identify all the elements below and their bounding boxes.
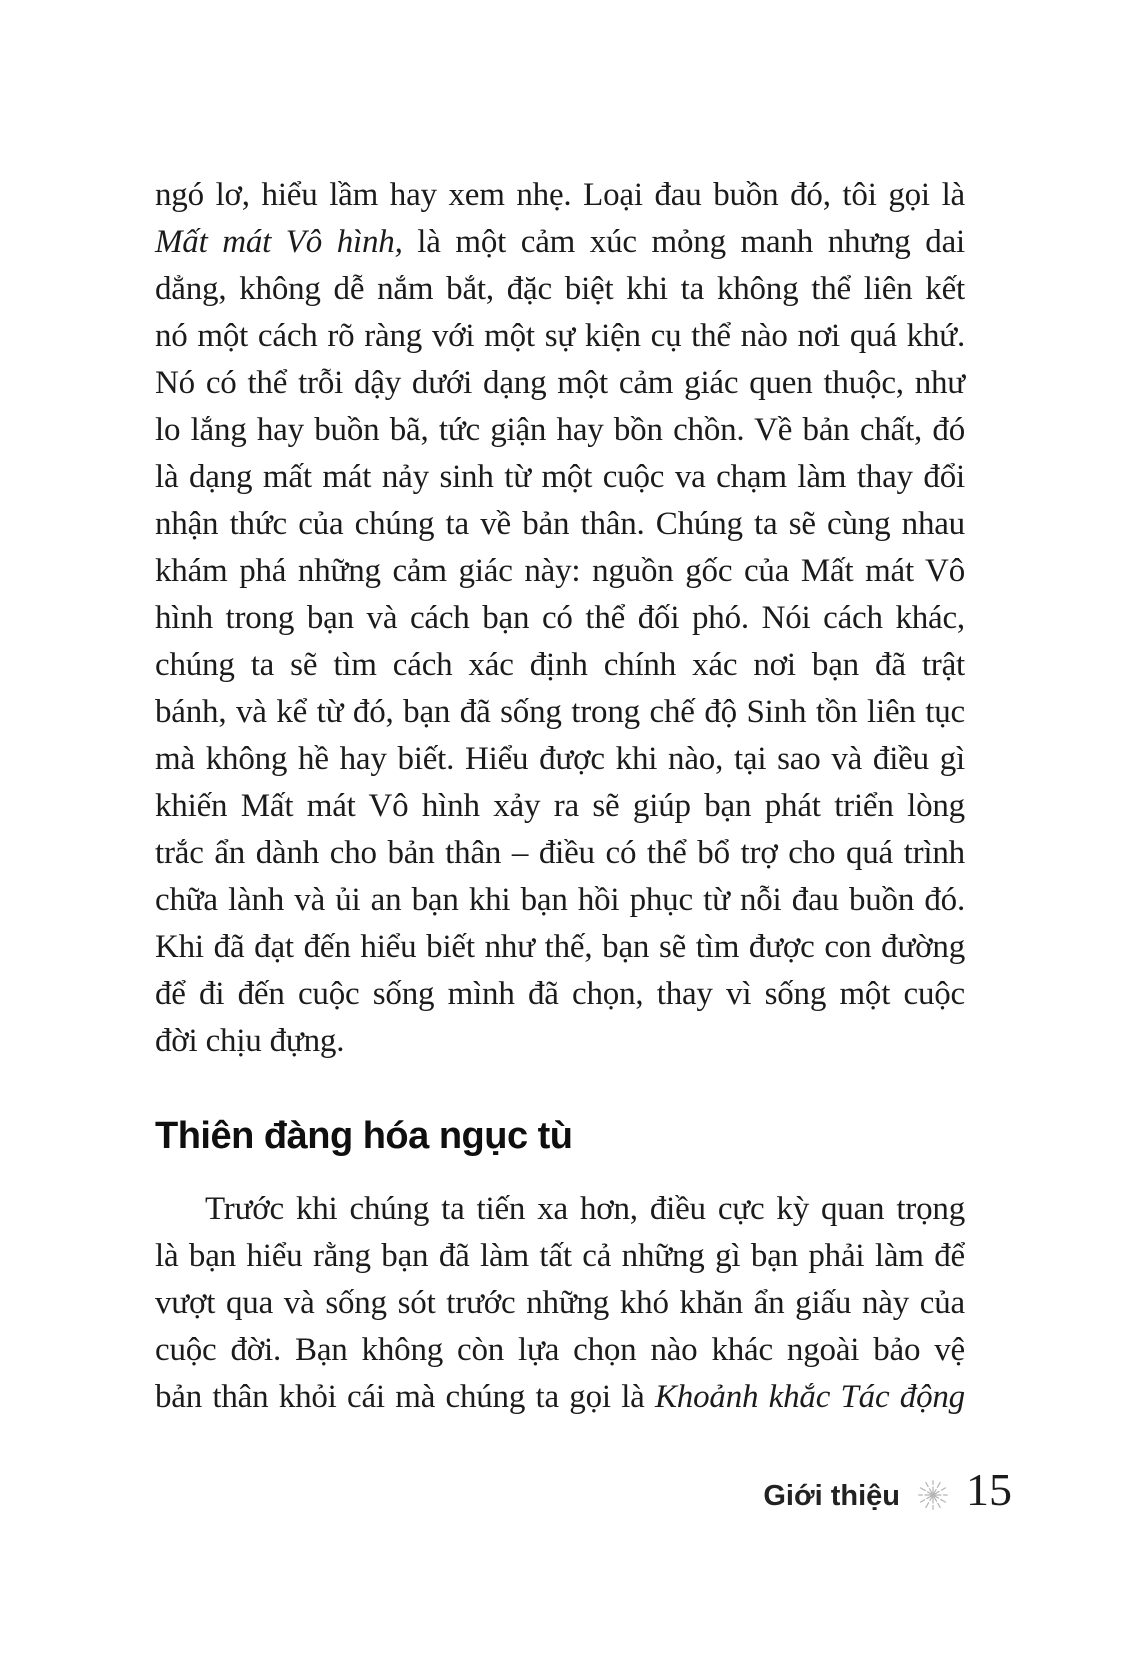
paragraph-2 (155, 1186, 965, 1421)
page-footer (763, 1463, 1012, 1516)
text-line: để đi đến cuộc sống mình đã chọn, thay vì sống một cuộc (155, 976, 965, 1012)
text-line: lo lắng hay buồn bã, tức giận hay bồn chồn. Về bản chất, đó (155, 412, 965, 448)
text-line: Nó có thể trỗi dậy dưới dạng một cảm giác quen thuộc, như (155, 365, 965, 401)
text-line: nhận thức của chúng ta về bản thân. Chúng ta sẽ cùng nhau (155, 506, 965, 542)
starburst-icon (917, 1479, 949, 1511)
text-line: là bạn hiểu rằng bạn đã làm tất cả những gì bạn phải làm để (155, 1238, 965, 1274)
text-line: ngó lơ, hiểu lầm hay xem nhẹ. Loại đau buồn đó, tôi gọi là (155, 177, 965, 213)
text-line: khám phá những cảm giác này: nguồn gốc của Mất mát Vô (155, 553, 965, 589)
text-line: vượt qua và sống sót trước những khó khăn ẩn giấu này của (155, 1285, 965, 1321)
text-line: Trước khi chúng ta tiến xa hơn, điều cực kỳ quan trọng (205, 1191, 965, 1227)
page-number: 15 (966, 1464, 1012, 1515)
text-line: chúng ta sẽ tìm cách xác định chính xác nơi bạn đã trật (155, 647, 965, 683)
section-label: Giới thiệu (763, 1480, 900, 1512)
text-line: là dạng mất mát nảy sinh từ một cuộc va chạm làm thay đổi (155, 459, 965, 495)
text-line: nó một cách rõ ràng với một sự kiện cụ thể nào nơi quá khứ. (155, 318, 965, 354)
text-line: mà không hề hay biết. Hiểu được khi nào, tại sao và điều gì (155, 741, 965, 777)
text-line: dẳng, không dễ nắm bắt, đặc biệt khi ta không thể liên kết (155, 271, 965, 307)
text-line: cuộc đời. Bạn không còn lựa chọn nào khác ngoài bảo vệ (155, 1332, 965, 1368)
text-segment: là một cảm xúc mỏng manh nhưng dai (402, 224, 965, 260)
text-line: Khi đã đạt đến hiểu biết như thế, bạn sẽ tìm được con đường (155, 929, 965, 965)
section-heading: Thiên đàng hóa ngục tù (155, 1115, 573, 1157)
italic-phrase: Mất mát Vô hình, (155, 224, 403, 260)
text-line: hình trong bạn và cách bạn có thể đối phó. Nói cách khác, (155, 600, 965, 636)
text-line: đời chịu đựng. (155, 1023, 345, 1059)
text-line: khiến Mất mát Vô hình xảy ra sẽ giúp bạn phát triển lòng (155, 788, 965, 824)
paragraph-1 (155, 172, 965, 1065)
text-line: bánh, và kể từ đó, bạn đã sống trong chế độ Sinh tồn liên tục (155, 694, 965, 730)
text-line (155, 219, 965, 266)
text-line: chữa lành và ủi an bạn khi bạn hồi phục từ nỗi đau buồn đó. (155, 882, 965, 918)
text-line: trắc ẩn dành cho bản thân – điều có thể bổ trợ cho quá trình (155, 835, 965, 871)
text-line (155, 1374, 965, 1421)
italic-phrase: Khoảnh khắc Tác động (655, 1379, 965, 1415)
text-segment: bản thân khỏi cái mà chúng ta gọi là (155, 1379, 655, 1415)
